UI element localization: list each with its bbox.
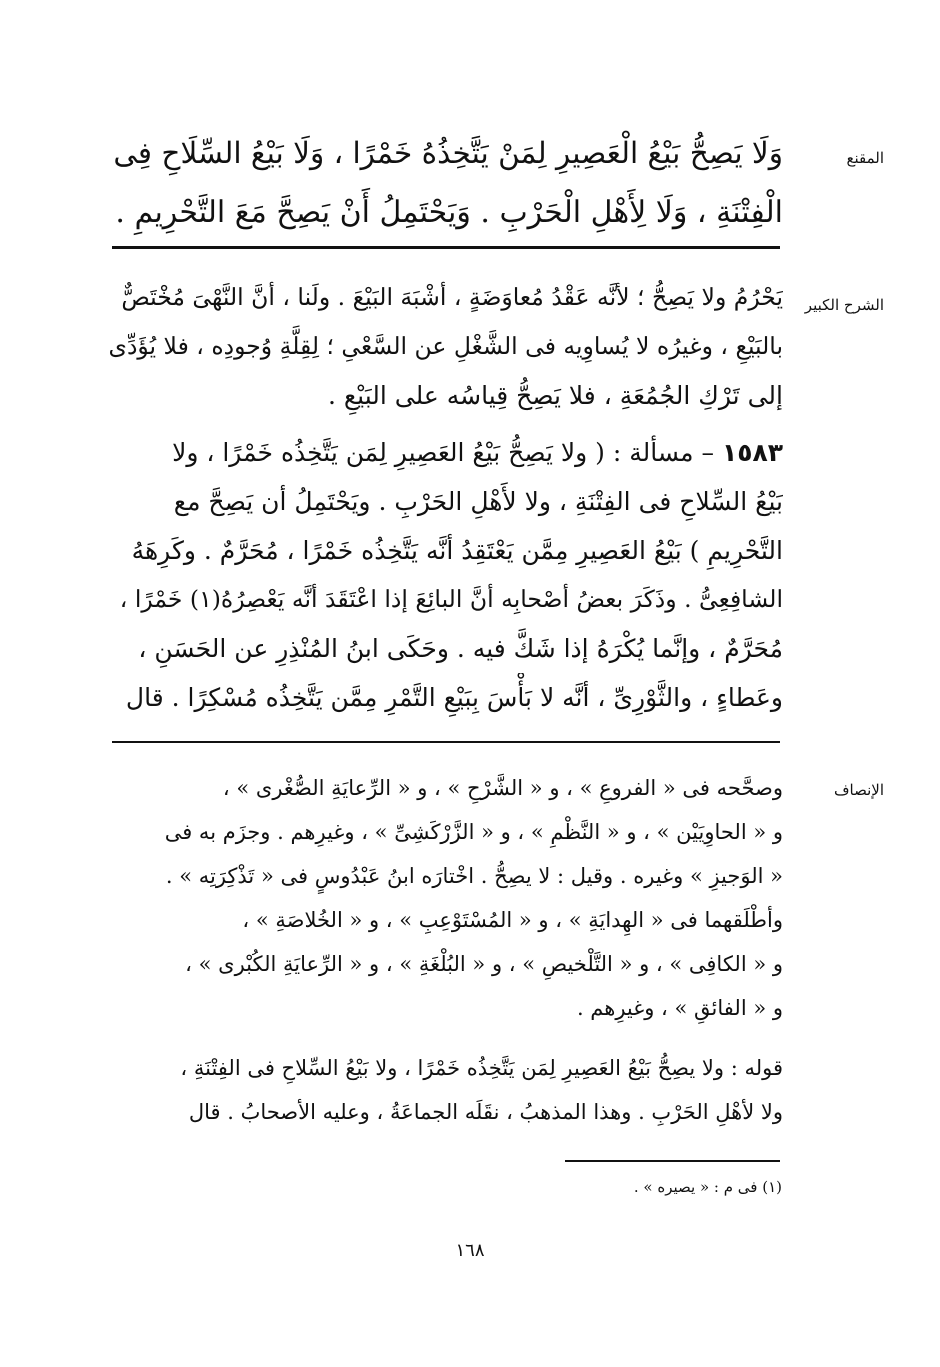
text-line: يَحْرُمُ ولا يَصِحُّ ؛ لأنَّه عَقْدُ مُعاوَضَةٍ ، أشْبَهَ البَيْعَ . ولَنا ، أنَّ النَّهْىَ مُخْتَصٌّ	[121, 283, 783, 311]
text-line: التَّحْرِيمِ ) بَيْعُ العَصِيرِ مِمَّن يَعْتَقِدُ أنَّه يَتَّخِذُه خَمْرًا ، مُحَرَّمٌ . وكَرِهَهُ	[131, 536, 783, 565]
section-label-sharh: الشرح الكبير	[804, 296, 884, 314]
text-line: بَيْعُ السِّلاحِ فى الفِتْنَةِ ، ولا لأَهْلِ الحَرْبِ . ويَحْتَمِلُ أن يَصِحَّ مع	[173, 487, 783, 516]
text-line: و « الفائقِ » ، وغيرِهم .	[576, 996, 783, 1020]
muqni-text	[108, 124, 783, 242]
section-divider	[112, 741, 780, 743]
sharh-text	[108, 273, 783, 420]
qawluh-text	[108, 1046, 783, 1134]
text-line: إلى تَرْكِ الجُمُعَةِ ، فلا يَصِحُّ قِياسُه على البَيْعِ .	[327, 381, 783, 410]
text-line: مُحَرَّمٌ ، وإنَّما يُكْرَهُ إذا شَكَّ فيه . وحَكَى ابنُ المُنْذِرِ عن الحَسَنِ ،	[138, 634, 783, 663]
footnote: (١) فى م : « يصيره » .	[633, 1178, 782, 1196]
insaf-text	[108, 766, 783, 1030]
section-label-insaf: الإنصاف	[833, 781, 884, 799]
text-line: وصحَّحه فى « الفروعِ » ، و « الشَّرْحِ » ، و « الرِّعايَةِ الصُّغْرى » ،	[222, 776, 783, 800]
footnote-divider	[565, 1160, 780, 1162]
section-divider	[112, 246, 780, 249]
text-line: قوله : ولا يصِحُّ بَيْعُ العَصِيرِ لِمَن يَتَّخِذُه خَمْرًا ، ولا بَيْعُ السِّلاحِ فى الفِتْنَةِ ،	[180, 1056, 783, 1080]
text-line: بالبَيْعِ ، وغيرُه لا يُساوِيه فى الشَّغْلِ عن السَّعْىِ ؛ لِقِلَّةِ وُجودِه ، فلا يُؤَدِّى	[108, 332, 783, 360]
text-line: « الوَجيزِ » وغيره . وقيل : لا يصِحُّ . اخْتارَه ابنُ عَبْدُوسٍ فى « تَذْكِرَتِه » .	[165, 864, 783, 888]
text-line: الْفِتْنَةِ ، وَلَا لِأَهْلِ الْحَرْبِ . وَيَحْتَمِلُ أَنْ يَصِحَّ مَعَ التَّحْرِيمِ .	[115, 195, 783, 230]
section-label-muqni: المقنع	[846, 149, 884, 167]
text-line: وعَطاءٍ ، والثَّوْرِىِّ ، أنَّه لا بَأْسَ بِبَيْعِ التَّمْرِ مِمَّن يَتَّخِذُه مُسْكِرًا . قال	[125, 683, 783, 712]
issue-1583	[108, 428, 783, 722]
text-line: ١٥٨٣ – مسألة : ( ولا يَصِحُّ بَيْعُ العَصِيرِ لِمَن يَتَّخِذُه خَمْرًا ، ولا	[172, 438, 783, 467]
text-line: الشافِعِىُّ . وذَكَرَ بعضُ أصْحابِه أنَّ البائِعَ إذا اعْتَقَدَ أنَّه يَعْصِرُهُ(١) خَمْرًا ،	[119, 585, 783, 613]
text-line: و « الحاوِيَيْن » ، و « النَّظْمِ » ، و « الزَّرْكَشِىِّ » ، وغيرِهم . وجزَم به فى	[164, 820, 783, 844]
text-line: و « الكافِى » ، و « التَّلْخيصِ » ، و « البُلْغَةِ » ، و « الرِّعايَةِ الكُبْرى » ،	[185, 952, 783, 976]
issue-number: ١٥٨٣	[721, 438, 783, 467]
page-number: ١٦٨	[455, 1240, 485, 1261]
text-line: وَلَا يَصِحُّ بَيْعُ الْعَصِيرِ لِمَنْ يَتَّخِذُهُ خَمْرًا ، وَلَا بَيْعُ السِّلَاحِ فِى	[113, 136, 783, 170]
text-line: ولا لأهْلِ الحَرْبِ . وهذا المذهبُ ، نقَلَه الجماعَةُ ، وعليه الأصحابُ . قال	[188, 1100, 783, 1124]
text-line: وأطْلَقهما فى « الهِدايَةِ » ، و « المُسْتَوْعِبِ » ، و « الخُلاصَةِ » ،	[242, 908, 783, 932]
